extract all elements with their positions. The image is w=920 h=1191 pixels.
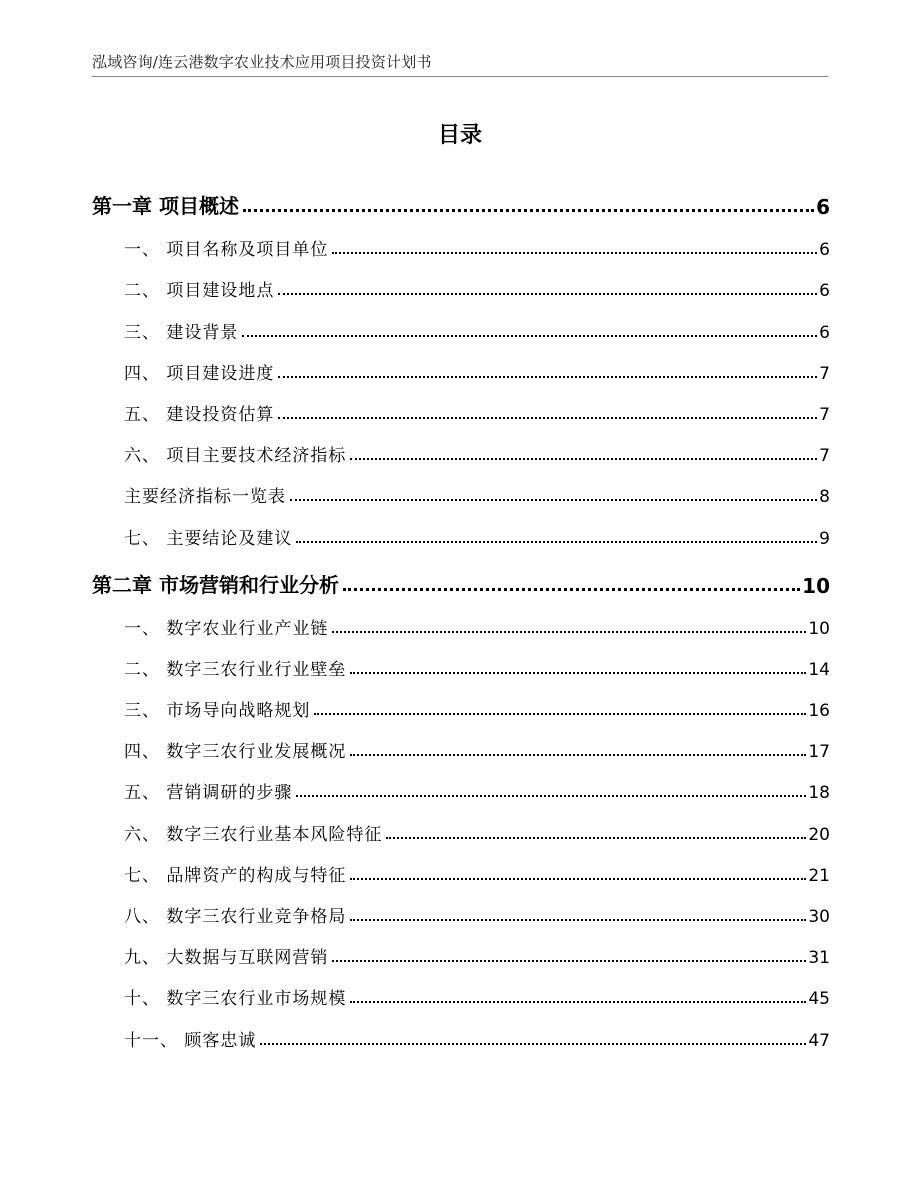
dot-leader <box>332 252 817 254</box>
toc-chapter-label: 第二章 市场营销和行业分析 <box>92 572 339 597</box>
toc-page-number: 7 <box>819 363 830 384</box>
toc-entry[interactable] <box>92 611 830 639</box>
toc-page-number: 20 <box>808 824 830 845</box>
toc-entry[interactable] <box>92 232 830 260</box>
toc-chapter-1[interactable] <box>92 179 830 219</box>
toc-entry-label: 七、 品牌资产的构成与特征 <box>124 865 347 886</box>
toc-entry-label: 四、 数字三农行业发展概况 <box>124 742 347 763</box>
toc-entry-label: 七、 主要结论及建议 <box>124 528 293 549</box>
toc-entry-label: 五、 建设投资估算 <box>124 404 275 425</box>
dot-leader <box>278 376 817 378</box>
dot-leader <box>350 919 806 921</box>
toc-chapter-2[interactable] <box>92 558 830 598</box>
toc-entry-label: 二、 数字三农行业行业壁垒 <box>124 659 347 680</box>
toc-page-number: 6 <box>819 281 830 302</box>
toc-entry[interactable] <box>92 315 830 343</box>
toc-entry-label: 八、 数字三农行业竞争格局 <box>124 907 347 927</box>
toc-entry-label: 三、 建设背景 <box>124 322 239 343</box>
toc-entry-label: 一、 数字农业行业产业链 <box>124 618 329 639</box>
dot-leader <box>243 209 814 212</box>
toc-page-number: 6 <box>819 240 830 261</box>
toc-entry-label: 六、 项目主要技术经济指标 <box>124 446 347 467</box>
toc-entry[interactable] <box>92 1023 830 1051</box>
dot-leader <box>290 499 817 501</box>
dot-leader <box>350 458 817 460</box>
toc-page-number: 7 <box>819 404 830 425</box>
document-header: 泓域咨询/连云港数字农业技术应用项目投资计划书 <box>92 53 432 71</box>
toc-page-number: 31 <box>808 948 830 969</box>
toc-entry[interactable] <box>92 940 830 968</box>
dot-leader <box>350 878 806 880</box>
toc-page-number: 8 <box>819 487 830 508</box>
toc-entry-label: 五、 营销调研的步骤 <box>124 783 293 804</box>
dot-leader <box>350 672 806 674</box>
toc-entry-label: 十一、 顾客忠诚 <box>124 1030 257 1051</box>
toc-entry[interactable] <box>92 356 830 384</box>
toc-page-number: 16 <box>808 701 830 722</box>
dot-leader <box>343 588 800 591</box>
toc-entry-label: 主要经济指标一览表 <box>124 487 286 508</box>
toc-entry[interactable] <box>92 652 830 680</box>
toc-page-number: 10 <box>808 618 830 639</box>
dot-leader <box>296 795 806 797</box>
header-rule <box>92 76 828 77</box>
toc-entry[interactable] <box>92 775 830 803</box>
toc-page-number: 6 <box>819 322 830 343</box>
toc-entry[interactable] <box>92 899 830 927</box>
toc-page-number: 18 <box>808 783 830 804</box>
toc-page-number: 21 <box>808 865 830 886</box>
toc-entry[interactable] <box>92 981 830 1009</box>
dot-leader <box>386 837 806 839</box>
dot-leader <box>332 960 806 962</box>
toc-page-number: 10 <box>802 573 830 598</box>
toc-page-number: 17 <box>808 742 830 763</box>
dot-leader <box>332 631 806 633</box>
toc-page-number: 9 <box>819 528 830 549</box>
dot-leader <box>242 335 817 337</box>
toc-page-number: 6 <box>816 195 830 219</box>
dot-leader <box>350 754 806 756</box>
dot-leader <box>278 417 817 419</box>
toc-chapter-label: 第一章 项目概述 <box>92 194 239 218</box>
toc-entry-label: 一、 项目名称及项目单位 <box>124 240 329 261</box>
toc-page-number: 14 <box>808 659 830 680</box>
toc-page-number: 45 <box>808 989 830 1010</box>
toc-entry[interactable] <box>92 521 830 549</box>
toc-entry[interactable] <box>92 693 830 721</box>
toc-page-number: 47 <box>808 1030 830 1051</box>
toc-entry[interactable] <box>92 438 830 466</box>
dot-leader <box>296 541 817 543</box>
toc-entry-label: 九、 大数据与互联网营销 <box>124 948 329 969</box>
toc-entry-label: 六、 数字三农行业基本风险特征 <box>124 824 383 845</box>
dot-leader <box>278 293 817 295</box>
toc-entry-label: 十、 数字三农行业市场规模 <box>124 989 347 1010</box>
dot-leader <box>350 1001 806 1003</box>
toc-entry[interactable] <box>92 397 830 425</box>
toc-entry-label: 二、 项目建设地点 <box>124 281 275 302</box>
toc-entry[interactable] <box>92 734 830 762</box>
toc-entry-label: 三、 市场导向战略规划 <box>124 701 311 722</box>
toc-entry-label: 四、 项目建设进度 <box>124 363 275 384</box>
toc-page-number: 7 <box>819 446 830 467</box>
toc-entry[interactable] <box>92 273 830 301</box>
toc-entry[interactable] <box>92 479 830 507</box>
toc-page-number: 30 <box>808 907 830 927</box>
table-of-contents <box>92 170 830 1051</box>
toc-entry[interactable] <box>92 858 830 886</box>
dot-leader <box>260 1043 806 1045</box>
dot-leader <box>314 713 806 715</box>
toc-entry[interactable] <box>92 817 830 845</box>
toc-title: 目录 <box>437 123 482 148</box>
